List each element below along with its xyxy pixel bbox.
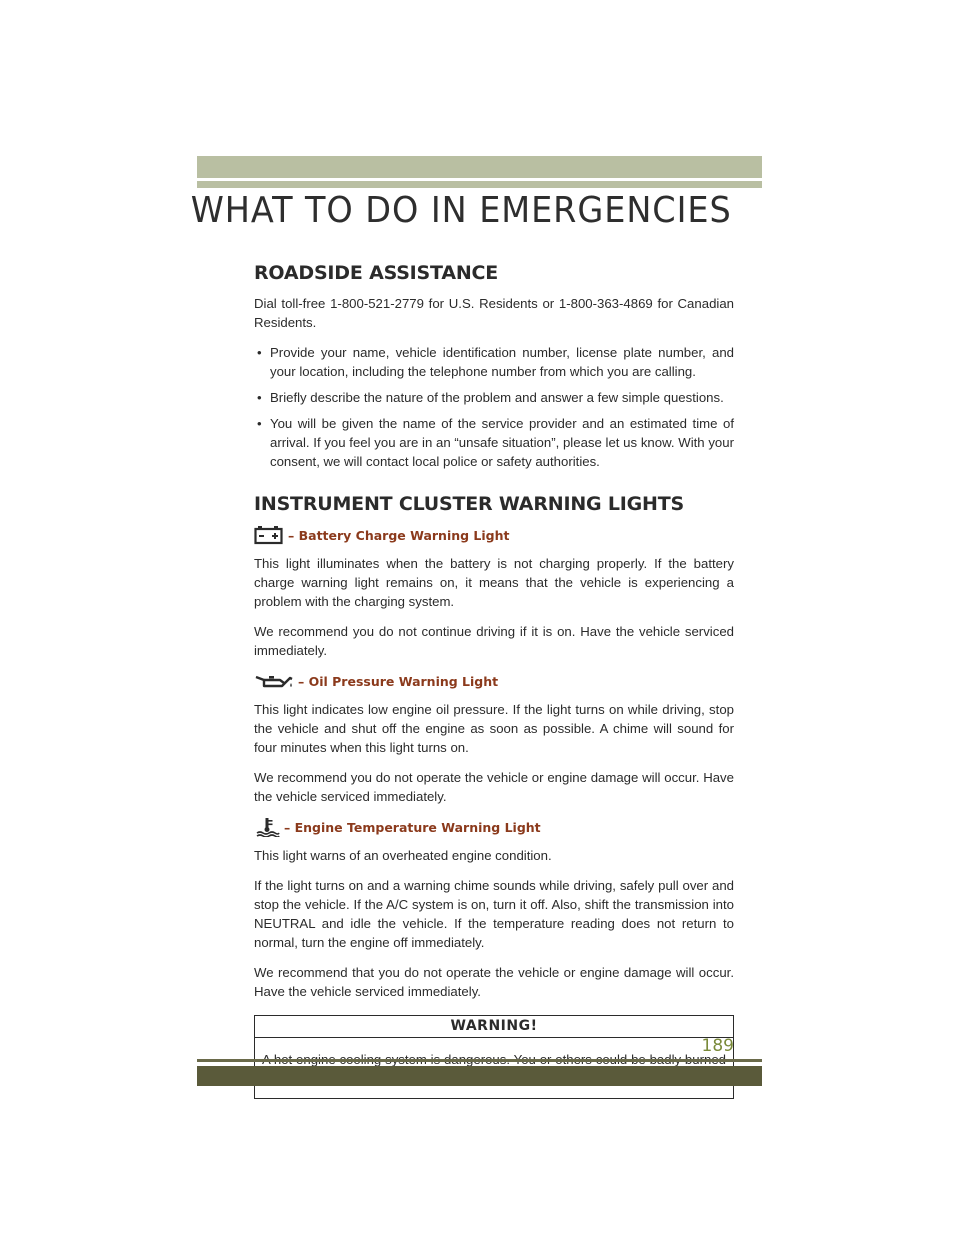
- footer-band: [197, 1066, 762, 1086]
- warning-box: [254, 1015, 734, 1099]
- battery-light-label: – Battery Charge Warning Light: [288, 527, 510, 543]
- roadside-heading: ROADSIDE ASSISTANCE: [254, 262, 499, 284]
- temp-light-heading: [254, 817, 734, 837]
- footer-rule: [197, 1059, 762, 1062]
- list-item: • Provide your name, vehicle identification number, license plate number, and your location, including the telephone number from which you are calling.: [254, 343, 734, 381]
- temp-advice: We recommend that you do not operate the vehicle or engine damage will occur. Have the vehicle serviced immediately.: [254, 965, 734, 999]
- list-item: • You will be given the name of the service provider and an estimated time of arrival. If you feel you are in an “unsafe situation”, please let us know. With your consent, we will contact local police or safety authorities.: [254, 414, 734, 471]
- page-number: 189: [701, 1036, 734, 1056]
- oil-desc: This light indicates low engine oil pressure. If the light turns on while driving, stop the vehicle and shut off the engine as soon as possible. A chime will sound for four minutes when this light turns on.: [254, 702, 734, 755]
- roadside-intro: Dial toll-free 1-800-521-2779 for U.S. Residents or 1-800-363-4869 for Canadian Residents.: [254, 296, 734, 330]
- oil-light-label: – Oil Pressure Warning Light: [298, 673, 499, 689]
- oil-light-heading: [254, 671, 734, 691]
- temp-desc: This light warns of an overheated engine condition.: [254, 848, 552, 863]
- header-rule: [197, 181, 762, 188]
- list-item: • Briefly describe the nature of the problem and answer a few simple questions.: [254, 388, 734, 407]
- cluster-heading: INSTRUMENT CLUSTER WARNING LIGHTS: [254, 493, 684, 515]
- battery-advice: We recommend you do not continue driving if it is on. Have the vehicle serviced immediately.: [254, 624, 734, 658]
- warning-title: WARNING!: [255, 1016, 733, 1038]
- temp-light-label: – Engine Temperature Warning Light: [284, 819, 541, 835]
- battery-icon: [254, 525, 284, 545]
- coolant-temperature-icon: [254, 817, 280, 837]
- page-content: [254, 262, 734, 1099]
- temp-instructions: If the light turns on and a warning chime sounds while driving, safely pull over and stop the vehicle. If the A/C system is on, turn it off. Also, shift the transmission into NEUTRAL and idle the vehicle. If the temperature reading does not return to normal, turn the engine off immediately.: [254, 878, 734, 950]
- battery-light-heading: [254, 525, 734, 545]
- header-band: [197, 156, 762, 178]
- oil-advice: We recommend you do not operate the vehicle or engine damage will occur. Have the vehicle serviced immediately.: [254, 770, 734, 804]
- roadside-steps: [254, 343, 734, 471]
- chapter-title: WHAT TO DO IN EMERGENCIES: [191, 190, 732, 231]
- battery-desc: This light illuminates when the battery is not charging properly. If the battery charge warning light remains on, it means that the vehicle is experiencing a problem with the charging system.: [254, 556, 734, 609]
- oil-can-icon: [254, 671, 294, 691]
